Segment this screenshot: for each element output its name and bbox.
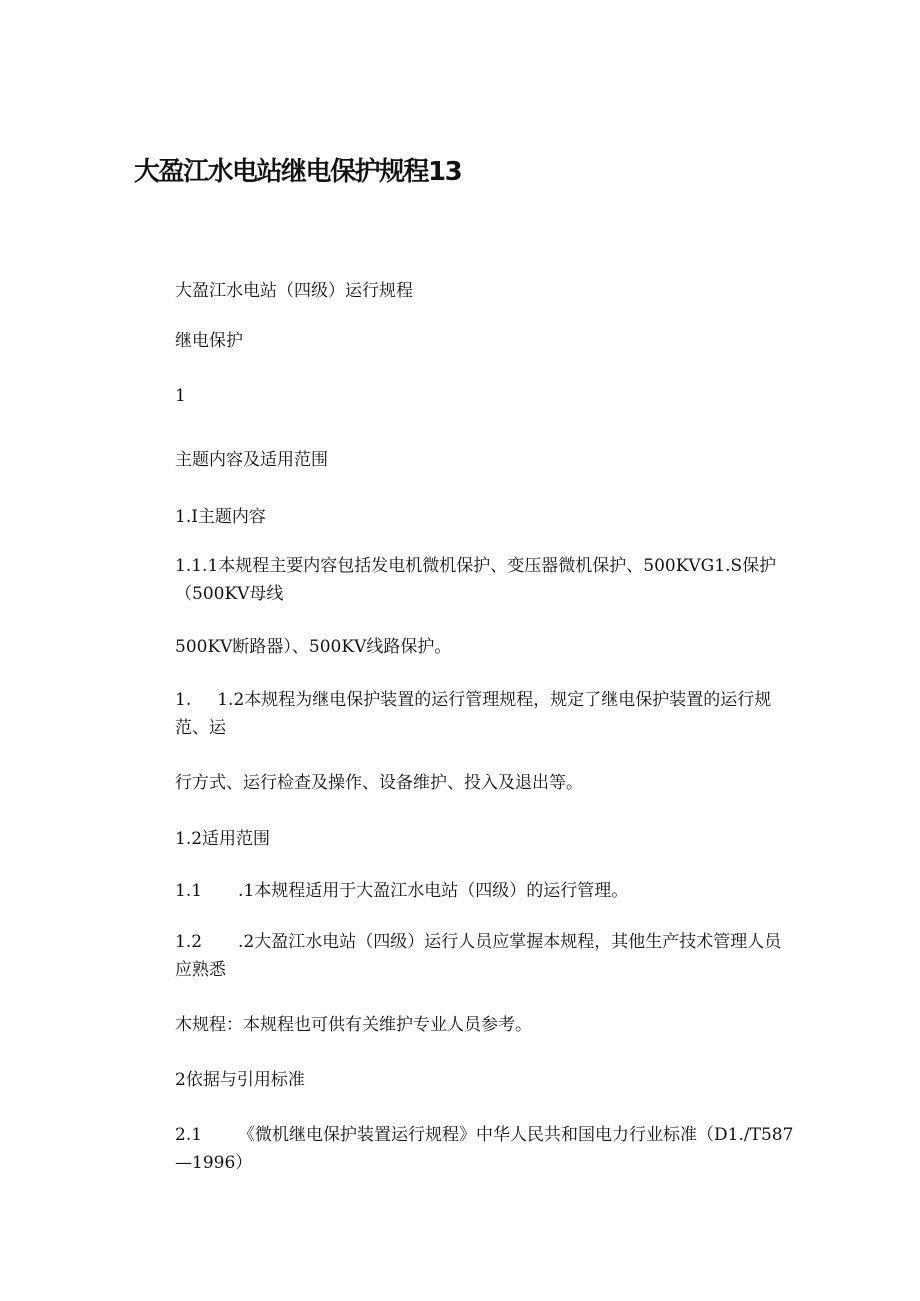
paragraph-management-rules-cont: 行方式、运行检查及操作、设备维护、投入及退出等。 (175, 773, 583, 793)
paragraph-section-number: 1 (175, 386, 186, 406)
paragraph-applicability (175, 877, 628, 905)
paragraph-text: 《微机继电保护装置运行规程》中华人民共和国电力行业标准（D1./T587—1996） (175, 1125, 794, 1173)
paragraph-subject-heading: 1.I主题内容 (175, 507, 266, 527)
paragraph-text: .2大盈江水电站（四级）运行人员应掌握本规程，其他生产技术管理人员应熟悉 (175, 932, 782, 980)
paragraph-text: .1本规程适用于大盈江水电站（四级）的运行管理。 (238, 881, 629, 901)
paragraph-main-content: 1.1.1本规程主要内容包括发电机微机保护、变压器微机保护、500KVG1.S保护（500KV母线 (175, 556, 777, 604)
paragraph-number: 1. (175, 690, 192, 710)
paragraph-number: 2.1 (175, 1125, 203, 1145)
paragraph-relay-protection: 继电保护 (175, 331, 243, 351)
paragraph-number: 1.1 (175, 881, 203, 901)
paragraph-main-content-cont: 500KV断路器）、500KV线路保护。 (175, 637, 452, 657)
paragraph-personnel (175, 928, 795, 984)
paragraph-applicability-heading: 1.2适用范围 (175, 829, 271, 849)
paragraph-reference-standard (175, 1121, 795, 1177)
paragraph-number: 1.2 (175, 932, 203, 952)
paragraph-management-rules (175, 686, 795, 742)
paragraph-regulation-name: 大盈江水电站（四级）运行规程 (175, 281, 413, 301)
paragraph-scope-heading: 主题内容及适用范围 (175, 450, 328, 470)
paragraph-personnel-cont: 木规程：本规程也可供有关维护专业人员参考。 (175, 1015, 532, 1035)
paragraph-text: 1.2本规程为继电保护装置的运行管理规程，规定了继电保护装置的运行规范、运 (175, 690, 772, 738)
document-title: 大盈江水电站继电保护规程13 (134, 157, 462, 187)
paragraph-references-heading: 2依据与引用标准 (175, 1070, 305, 1090)
